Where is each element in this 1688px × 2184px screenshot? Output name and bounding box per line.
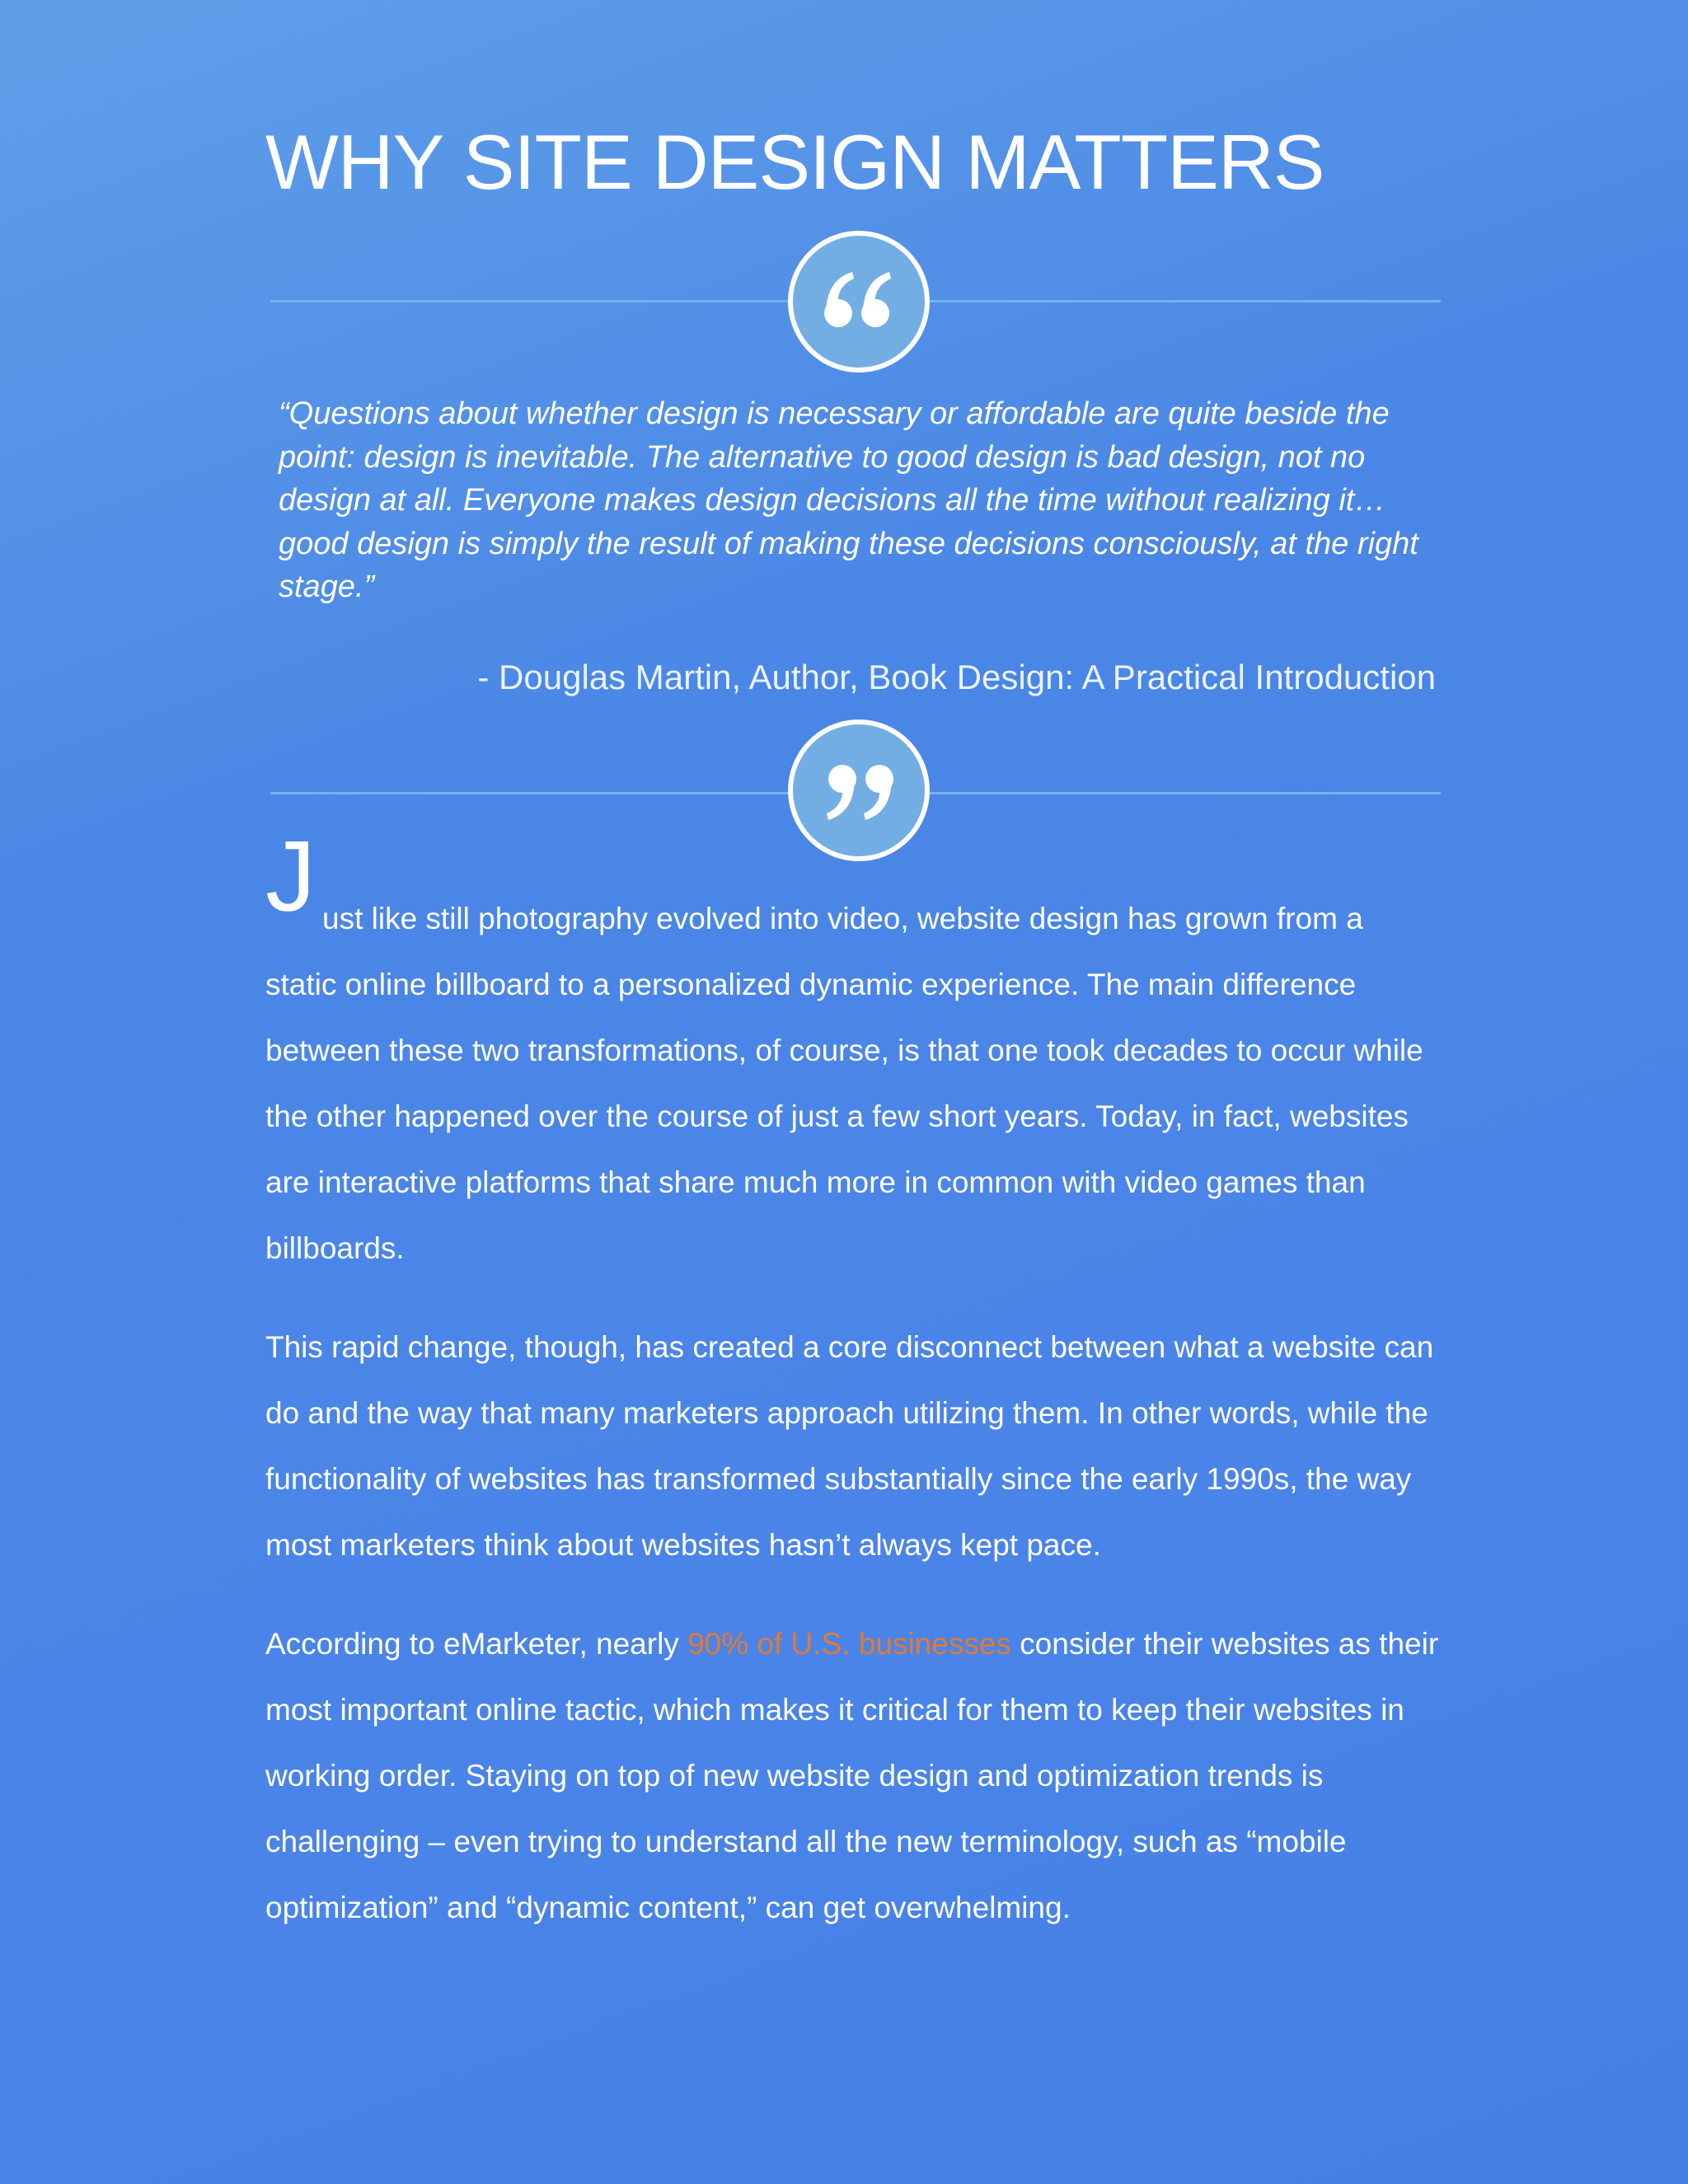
body-text bbox=[265, 820, 1439, 1974]
open-quote-icon bbox=[788, 231, 930, 373]
page-title: WHY SITE DESIGN MATTERS bbox=[265, 119, 1325, 205]
quote-text: “Questions about whether design is necessary or affordable are quite beside the point: design is inevitable. The alternative to good design is bad design, not no design at all. Everyone makes design decisions all the time without realizing it… good design is simply the result of making these decisions consciously, at the right stage.” bbox=[279, 396, 1418, 604]
paragraph-3 bbox=[265, 1611, 1439, 1941]
close-quote-icon bbox=[788, 719, 930, 861]
paragraph-1-text: ust like still photography evolved into video, website design has grown from a static online billboard to a personalized dynamic experience. The main difference between these two transformations, of course, is that one took decades to occur while the other happened over the course of just a few short years. Today, in fact, websites are interactive platforms that share much more in common with video games than billboards. bbox=[265, 902, 1423, 1265]
paragraph-2: This rapid change, though, has created a core disconnect between what a website can do and the way that many marketers approach utilizing them. In other words, while the functionality of websites has transformed substantially since the early 1990s, the way most marketers think about websites hasn’t always kept pace. bbox=[265, 1330, 1434, 1562]
paragraph-3-text: consider their websites as their most important online tactic, which makes it critical for them to keep their websites in working order. Staying on top of new website design and optimization trends is challenging – even trying to understand all the new terminology, such as “mobile optimization” and “dynamic content,” can get overwhelming. bbox=[265, 1627, 1439, 1924]
emarketer-stat-link[interactable]: 90% of U.S. businesses bbox=[687, 1627, 1011, 1661]
quote-attribution: - Douglas Martin, Author, Book Design: A Practical Introduction bbox=[477, 658, 1436, 696]
drop-cap: J bbox=[265, 820, 316, 932]
paragraph-1 bbox=[265, 820, 1439, 1282]
paragraph-3-intro: According to eMarketer, nearly bbox=[265, 1627, 688, 1661]
